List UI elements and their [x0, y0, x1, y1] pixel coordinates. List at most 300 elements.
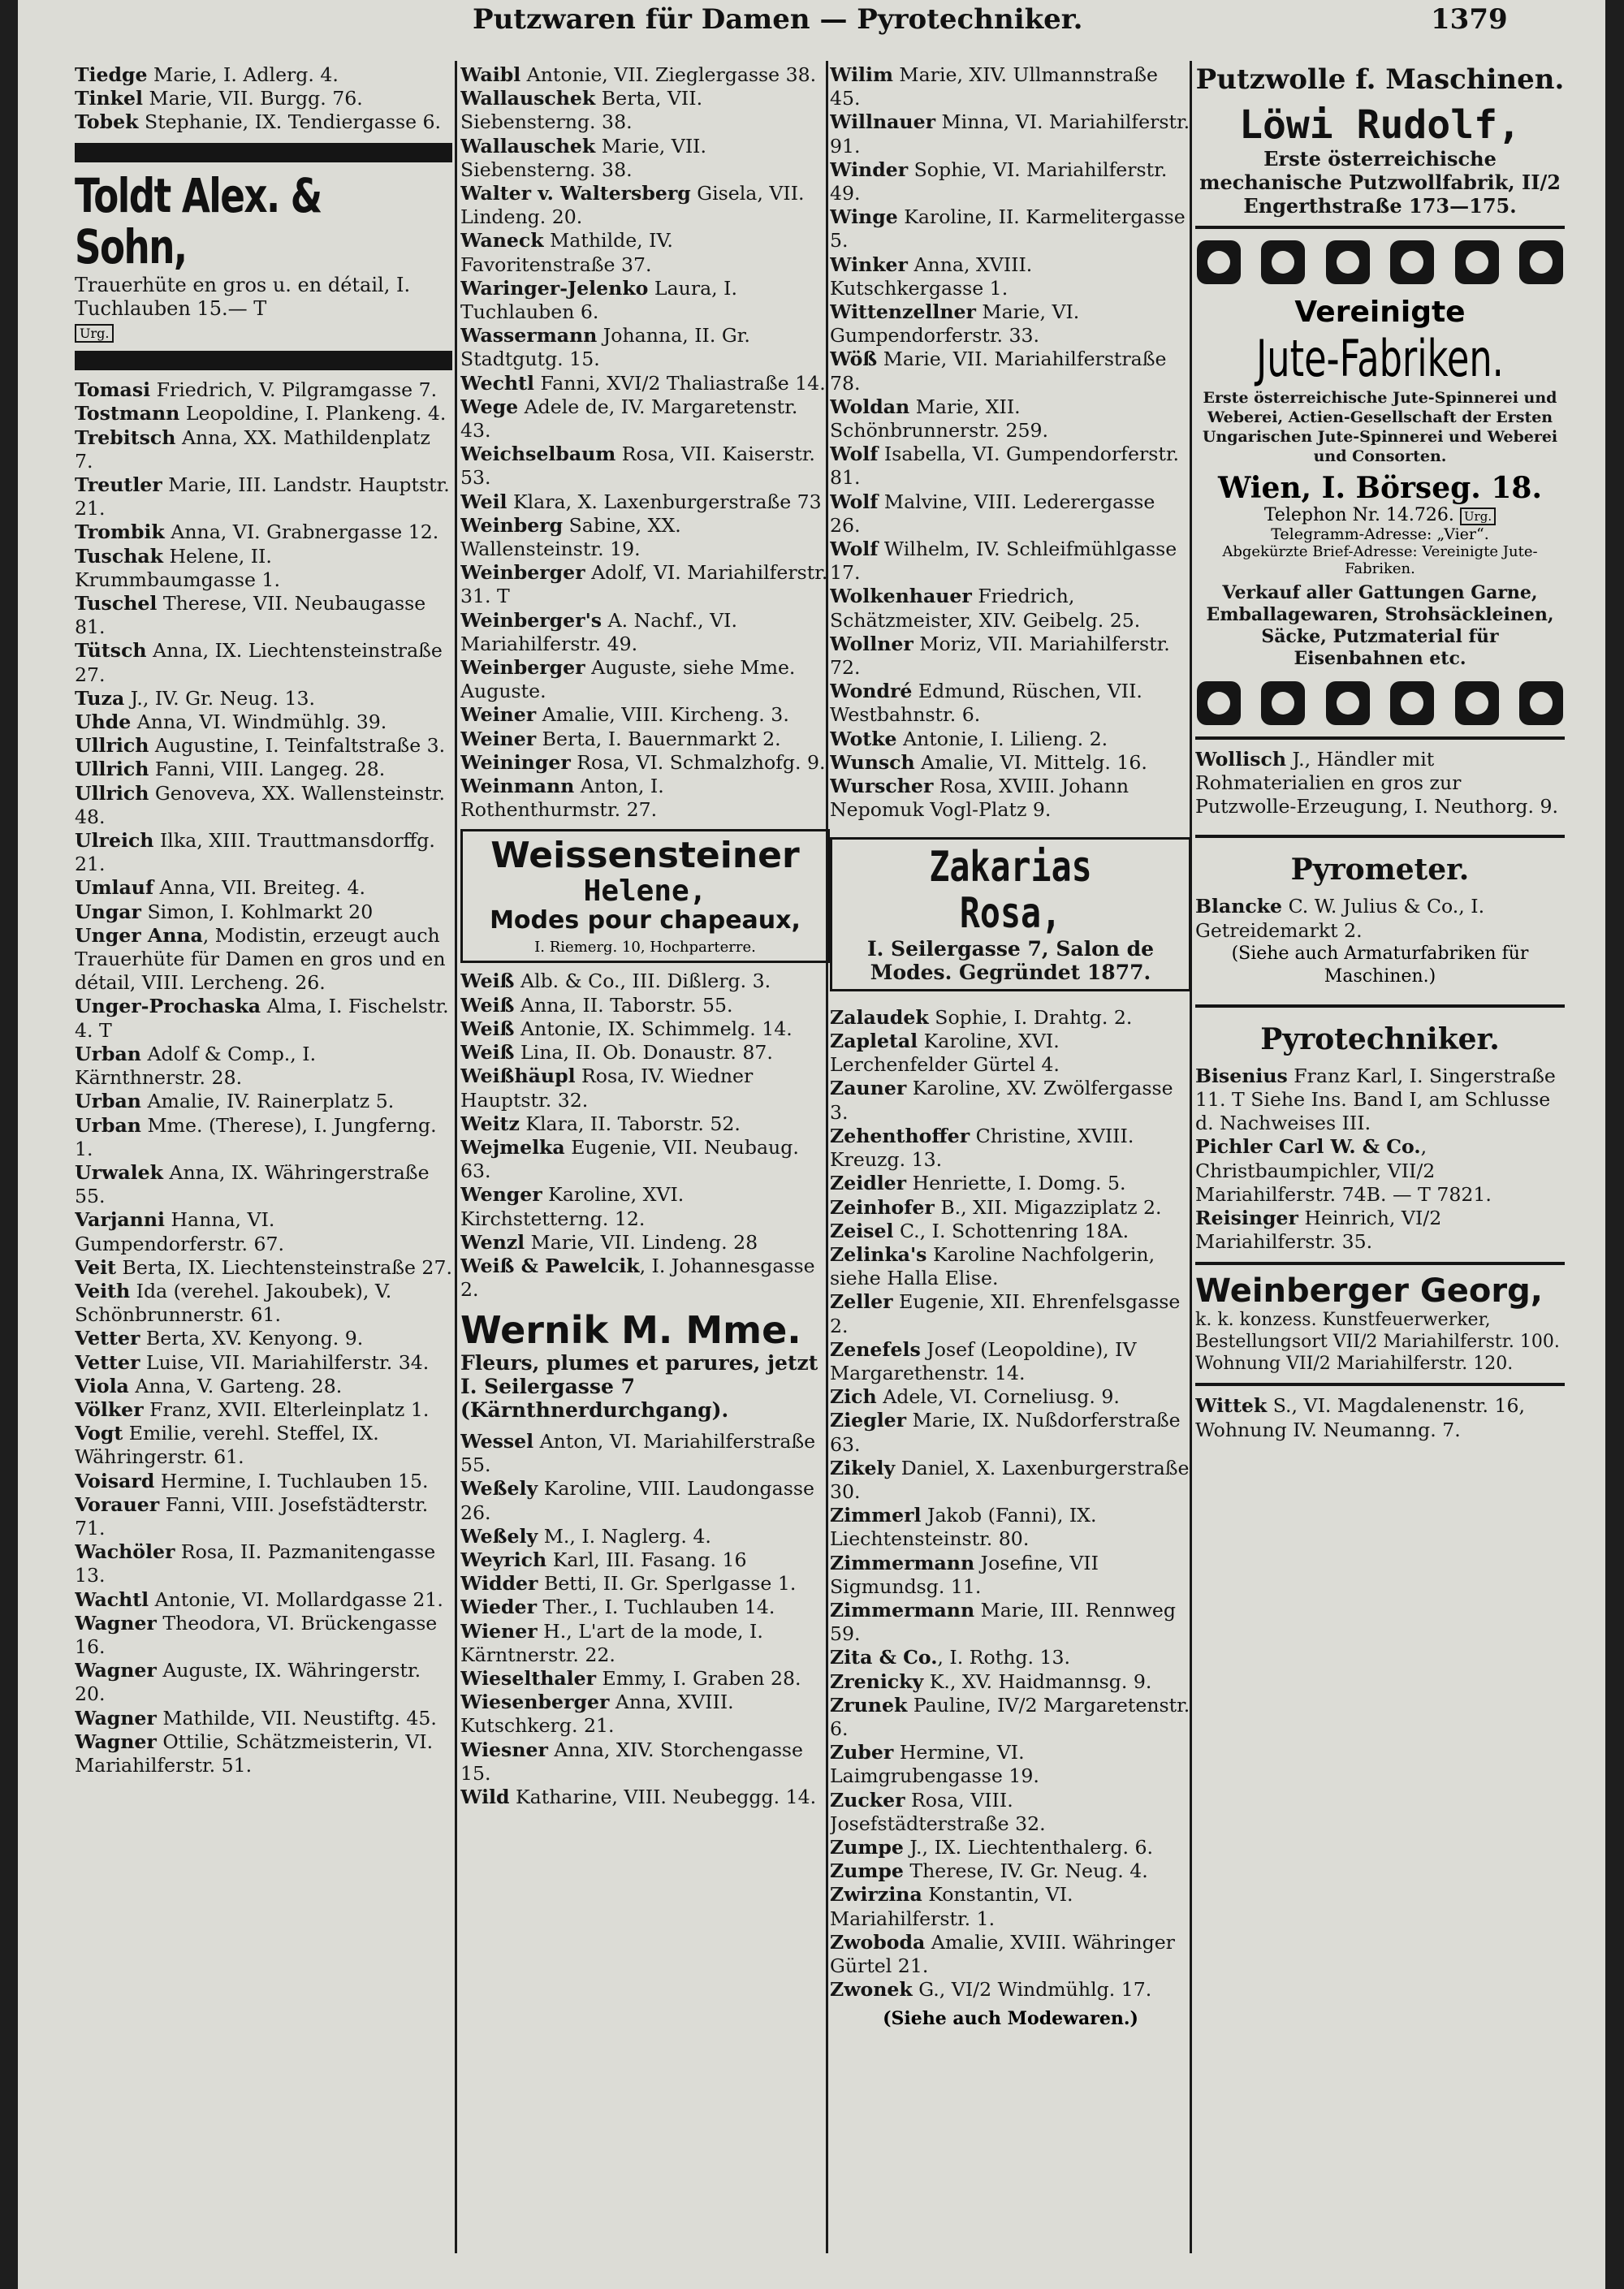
- directory-entry: [830, 728, 1191, 751]
- entry-name: Zapletal: [830, 1030, 918, 1053]
- entry-name: Willnauer: [830, 110, 936, 134]
- directory-entry: [75, 758, 452, 781]
- entry-details: Minna, VI. Mariahilferstr. 91.: [830, 110, 1190, 158]
- directory-entry: [460, 656, 830, 703]
- entry-name: Ullrich: [75, 758, 149, 781]
- entry-details: Moriz, VII. Mariahilferstr. 72.: [830, 632, 1170, 680]
- entry-name: Zauner: [830, 1077, 907, 1100]
- entry-details: Karoline, VIII. Laudongasse 26.: [460, 1477, 814, 1524]
- directory-entry: [75, 829, 452, 876]
- entry-details: Karoline, XVI. Kirchstetterng. 12.: [460, 1183, 685, 1230]
- entry-name: Weininger: [460, 750, 571, 774]
- entry-details: Eugenie, VII. Neubaug. 63.: [460, 1135, 799, 1183]
- ad-jute-phone: Telephon Nr. 14.726.: [1263, 504, 1454, 525]
- directory-entry: [460, 1596, 830, 1619]
- entry-name: Wolf: [830, 538, 879, 561]
- directory-entry: [460, 1041, 830, 1065]
- directory-entry: [830, 1385, 1191, 1409]
- entry-name: Weil: [460, 490, 508, 513]
- entry-details: Edmund, Rüschen, VII. Westbahnstr. 6.: [830, 680, 1142, 727]
- entry-name: Zrenicky: [830, 1669, 924, 1693]
- page-header: [18, 0, 1605, 47]
- directory-entry: [75, 1588, 452, 1612]
- directory-entry: [75, 545, 452, 592]
- entry-details: Johanna, II. Gr. Stadtgutg. 15.: [460, 324, 750, 371]
- entry-name: Wagner: [75, 1659, 157, 1682]
- entry-name: Weinberger's: [460, 608, 603, 632]
- entry-list: [460, 1430, 830, 1809]
- ring-ornament-icon: [1453, 239, 1501, 286]
- directory-entry: [460, 1786, 830, 1809]
- directory-entry: [1195, 1065, 1565, 1136]
- entry-details: Marie, XIV. Ullmannstraße 45.: [830, 63, 1158, 110]
- entry-name: Vorauer: [75, 1492, 160, 1516]
- entry-name: Wallauschek: [460, 134, 596, 158]
- entry-name: Wiesner: [460, 1738, 548, 1761]
- entry-name: Wiesenberger: [460, 1691, 610, 1714]
- directory-entry: [830, 775, 1191, 822]
- directory-entry: [460, 1572, 830, 1596]
- entry-name: Urwalek: [75, 1160, 163, 1184]
- directory-entry: [830, 1836, 1191, 1859]
- ad-jute-line2: Jute-Fabriken.: [1256, 328, 1504, 388]
- ring-ornament-icon: [1259, 680, 1307, 727]
- divider: [1195, 1383, 1565, 1386]
- entry-details: Marie, VII. Burgg. 76.: [143, 87, 363, 110]
- directory-entry: [830, 1457, 1191, 1504]
- directory-entry: [75, 63, 452, 87]
- entry-details: Marie, I. Adlerg. 4.: [147, 63, 339, 86]
- entry-name: Wotke: [830, 727, 897, 750]
- entry-name: Wolkenhauer: [830, 585, 972, 608]
- entry-name: Weiß: [460, 970, 515, 993]
- ad-weissensteiner-sub: Helene,: [583, 874, 707, 908]
- entry-details: Klara, II. Taborstr. 52.: [519, 1112, 741, 1135]
- entry-details: Marie, XII. Schönbrunnerstr. 259.: [830, 395, 1048, 443]
- entry-name: Blancke: [1195, 895, 1283, 918]
- entry-details: G., VI/2 Windmühlg. 17.: [912, 1978, 1152, 2002]
- entry-details: Therese, IV. Gr. Neug. 4.: [903, 1859, 1148, 1883]
- entry-details: Fanni, VIII. Josefstädterstr. 71.: [75, 1492, 429, 1540]
- ring-ornament-icon: [1324, 680, 1371, 727]
- directory-entry: [830, 1883, 1191, 1930]
- ad-jute-line1: Vereinigte: [1294, 295, 1466, 329]
- directory-entry: [75, 1612, 452, 1659]
- directory-entry: [75, 639, 452, 686]
- entry-name: Tobek: [75, 110, 139, 134]
- directory-entry: [460, 324, 830, 371]
- ad-weissensteiner-name: Weissensteiner: [490, 834, 800, 876]
- entry-name: Zeinhofer: [830, 1195, 935, 1219]
- entry-details: Fanni, VIII. Langeg. 28.: [149, 758, 386, 781]
- ad-jute-desc: Erste österreichische Jute-Spinnerei und Weberei, Actien-Gesellschaft der Ersten Ungarischen Jute-Spinnerei und Weberei und Consorten.: [1202, 388, 1558, 465]
- entry-details: Anna, II. Taborstr. 55.: [514, 993, 733, 1017]
- entry-details: Therese, VII. Neubaugasse 81.: [75, 592, 426, 639]
- entry-details: Karl, III. Fasang. 16: [546, 1548, 747, 1571]
- entry-details: Laura, I. Tuchlauben 6.: [460, 276, 737, 324]
- entry-details: Berta, IX. Liechtensteinstraße 27.: [116, 1255, 452, 1279]
- directory-entry: [460, 63, 830, 87]
- directory-entry: [1195, 748, 1565, 819]
- ad-zakarias: [830, 837, 1191, 991]
- entry-name: Völker: [75, 1397, 144, 1421]
- entry-details: Auguste, IX. Währingerstr. 20.: [75, 1659, 421, 1706]
- entry-name: Weinmann: [460, 775, 575, 798]
- entry-name: Zwoboda: [830, 1930, 926, 1954]
- urg-badge: Urg.: [1460, 507, 1496, 525]
- entry-details: Rosa, IV. Wiedner Hauptstr. 32.: [460, 1065, 754, 1112]
- entry-name: Bisenius: [1195, 1064, 1288, 1087]
- directory-entry: [460, 775, 830, 822]
- entry-name: Ungar: [75, 900, 141, 923]
- entry-name: Tinkel: [75, 87, 143, 110]
- entry-name: Tuza: [75, 686, 125, 710]
- directory-entry: [460, 395, 830, 443]
- directory-entry: [460, 1691, 830, 1738]
- entry-details: Karoline, XV. Zwölfergasse 3.: [830, 1077, 1173, 1124]
- entry-name: Varjanni: [75, 1208, 165, 1232]
- directory-entry: [830, 348, 1191, 395]
- entry-name: Urban: [75, 1090, 141, 1113]
- entry-name: Wolf: [830, 490, 879, 513]
- entry-details: Berta, XV. Kenyong. 9.: [140, 1327, 364, 1350]
- section-pyrotechniker: Pyrotechniker.: [1260, 1021, 1500, 1056]
- entry-name: Wallauschek: [460, 87, 596, 110]
- entry-name: Treutler: [75, 473, 162, 497]
- entry-details: Simon, I. Kohlmarkt 20: [140, 900, 374, 923]
- ad-wernik: [460, 1310, 830, 1422]
- entry-details: J., Händler mit Rohmaterialien en gros zur Putzwolle-Erzeugung, I. Neuthorg. 9.: [1195, 747, 1558, 818]
- directory-entry: [830, 1125, 1191, 1172]
- directory-entry: [460, 1548, 830, 1572]
- entry-name: Zikely: [830, 1456, 896, 1479]
- ad-zakarias-text: I. Seilergasse 7, Salon de Modes. Gegründet 1877.: [866, 936, 1155, 984]
- entry-name: Umlauf: [75, 876, 154, 900]
- entry-details: , I. Rothg. 13.: [937, 1646, 1071, 1669]
- directory-entry: [830, 1859, 1191, 1883]
- entry-details: Ilka, XIII. Trauttmansdorffg. 21.: [75, 829, 435, 876]
- directory-entry: [75, 592, 452, 639]
- entry-details: Mathilde, IV. Favoritenstraße 37.: [460, 229, 673, 276]
- entry-details: Adele, VI. Corneliusg. 9.: [876, 1385, 1120, 1409]
- directory-entry: [460, 1017, 830, 1041]
- entry-details: Amalie, VI. Mittelg. 16.: [914, 750, 1147, 774]
- entry-details: Mathilde, VII. Neustiftg. 45.: [156, 1706, 437, 1730]
- entry-details: C., I. Schottenring 18A.: [893, 1219, 1129, 1242]
- directory-entry: [75, 473, 452, 520]
- entry-details: Marie, III. Rennweg 59.: [830, 1598, 1176, 1646]
- entry-details: Anna, XVIII. Kutschkergasse 1.: [830, 253, 1033, 300]
- entry-name: Wagner: [75, 1611, 157, 1635]
- entry-name: Weinberger: [460, 561, 585, 585]
- ad-weissensteiner-address: I. Riemerg. 10, Hochparterre.: [534, 939, 756, 957]
- entry-details: B., XII. Migazziplatz 2.: [934, 1195, 1162, 1219]
- column-2: [460, 63, 830, 2272]
- entry-details: Amalie, VIII. Kircheng. 3.: [536, 703, 789, 727]
- directory-entry: [460, 1136, 830, 1183]
- entry-name: Zeidler: [830, 1172, 907, 1195]
- entry-name: Ziegler: [830, 1409, 907, 1432]
- ad-jute: [1195, 296, 1565, 670]
- ring-ornament-icon: [1518, 680, 1565, 727]
- directory-entry: [75, 1375, 452, 1398]
- entry-name: Woldan: [830, 395, 910, 418]
- entry-details: Hermine, I. Tuchlauben 15.: [154, 1469, 429, 1492]
- entry-details: Anna, VI. Grabnergasse 12.: [164, 520, 439, 544]
- directory-entry: [460, 277, 830, 324]
- ring-ornament-icon: [1389, 680, 1436, 727]
- entry-details: Adolf & Comp., I. Kärnthnerstr. 28.: [75, 1042, 317, 1090]
- entry-name: Walter v. Waltersberg: [460, 182, 691, 205]
- directory-entry: [460, 1525, 830, 1548]
- entry-details: Alb. & Co., III. Dißlerg. 3.: [514, 970, 771, 993]
- entry-name: Zehenthoffer: [830, 1124, 970, 1147]
- directory-entry: [75, 1090, 452, 1113]
- entry-name: Weiner: [460, 703, 537, 727]
- ornament-rings: [1195, 239, 1565, 286]
- directory-entry: [460, 490, 830, 514]
- entry-name: Tomasi: [75, 378, 151, 402]
- entry-name: Reisinger: [1195, 1207, 1298, 1230]
- entry-details: Marie, VII. Mariahilferstraße 78.: [830, 348, 1167, 395]
- entry-details: Stephanie, IX. Tendiergasse 6.: [138, 110, 442, 134]
- entry-details: Hanna, VI. Gumpendorferstr. 67.: [75, 1208, 285, 1255]
- directory-entry: [75, 900, 452, 924]
- entry-name: Wöß: [830, 348, 878, 371]
- directory-entry: [830, 1030, 1191, 1077]
- directory-entry: [460, 1738, 830, 1786]
- entry-name: Weßely: [460, 1477, 538, 1501]
- entry-details: Katharine, VIII. Neubeggg. 14.: [509, 1785, 817, 1808]
- directory-entry: [75, 1422, 452, 1469]
- entry-name: Wurscher: [830, 775, 934, 798]
- directory-entry: [830, 1931, 1191, 1978]
- ad-putzwolle-title: Putzwolle f. Maschinen.: [1195, 63, 1565, 96]
- entry-details: Adele de, IV. Margaretenstr. 43.: [460, 395, 798, 443]
- entry-name: Weißhäupl: [460, 1065, 576, 1088]
- entry-name: Weiß: [460, 1017, 515, 1040]
- entry-name: Wagner: [75, 1706, 157, 1730]
- entry-name: Viola: [75, 1374, 129, 1397]
- ad-toldt-name: Toldt Alex. & Sohn,: [75, 167, 322, 275]
- entry-details: Isabella, VI. Gumpendorferstr. 81.: [830, 443, 1180, 490]
- directory-entry: [830, 395, 1191, 443]
- directory-entry: [460, 182, 830, 229]
- directory-entry: [830, 680, 1191, 727]
- entry-details: Antonie, VI. Mollardgasse 21.: [149, 1587, 443, 1611]
- entry-name: Tuschel: [75, 592, 158, 615]
- entry-name: Wachöler: [75, 1540, 175, 1564]
- directory-entry: [830, 158, 1191, 205]
- entry-details: Karoline Nachfolgerin, siehe Halla Elise.: [830, 1242, 1155, 1290]
- directory-entry: [460, 1065, 830, 1112]
- directory-entry: [460, 728, 830, 751]
- footnote: (Siehe auch Modewaren.): [883, 2008, 1138, 2030]
- directory-entry: [75, 1208, 452, 1255]
- entry-details: Daniel, X. Laxenburgerstraße 30.: [830, 1456, 1190, 1503]
- directory-entry: [460, 1430, 830, 1477]
- ring-ornament-icon: [1324, 239, 1371, 286]
- directory-entry: [830, 253, 1191, 300]
- directory-entry: [75, 1256, 452, 1280]
- directory-entry: [460, 609, 830, 656]
- entry-name: Wild: [460, 1785, 510, 1808]
- entry-details: Emmy, I. Graben 28.: [596, 1666, 801, 1690]
- entry-name: Urban: [75, 1113, 141, 1137]
- entry-name: Weitz: [460, 1112, 520, 1135]
- entry-details: J., IV. Gr. Neug. 13.: [124, 686, 316, 710]
- entry-name: Winder: [830, 158, 909, 181]
- entry-name: Zwonek: [830, 1978, 913, 2002]
- entry-details: Josef (Leopoldine), IV Margarethenstr. 14.: [830, 1337, 1137, 1384]
- entry-list: [75, 378, 452, 1777]
- entry-name: Pichler Carl W. & Co.: [1195, 1135, 1421, 1159]
- entry-name: Tostmann: [75, 402, 180, 425]
- directory-entry: [1195, 1394, 1565, 1441]
- entry-details: H., L'art de la mode, I. Kärntnerstr. 22.: [460, 1619, 763, 1666]
- directory-entry: [75, 1540, 452, 1587]
- entry-details: Adolf, VI. Mariahilferstr. 31. T: [460, 561, 828, 608]
- directory-entry: [75, 1114, 452, 1161]
- ad-jute-sale: Verkauf aller Gattungen Garne, Emballagewaren, Strohsäckleinen, Säcke, Putzmaterial für Eisenbahnen etc.: [1206, 581, 1554, 669]
- entry-name: Wieselthaler: [460, 1666, 597, 1690]
- entry-name: Zeisel: [830, 1219, 894, 1242]
- directory-entry: [830, 1243, 1191, 1290]
- entry-details: Helene, II. Krummbaumgasse 1.: [75, 544, 280, 591]
- directory-entry: [75, 1327, 452, 1350]
- entry-name: Waibl: [460, 63, 521, 86]
- directory-entry: [460, 87, 830, 134]
- column-rule: [455, 61, 457, 2253]
- directory-entry: [75, 520, 452, 544]
- divider-bar: [75, 351, 452, 370]
- entry-details: Betti, II. Gr. Sperlgasse 1.: [538, 1572, 797, 1596]
- directory-entry: [830, 300, 1191, 348]
- entry-details: Marie, VII. Lindeng. 28: [525, 1230, 758, 1254]
- directory-entry: [830, 1409, 1191, 1456]
- directory-entry: [830, 1077, 1191, 1124]
- entry-name: Urban: [75, 1042, 141, 1065]
- entry-name: Wenger: [460, 1183, 542, 1207]
- directory-entry: [75, 1043, 452, 1090]
- entry-details: Anna, XX. Mathildenplatz 7.: [75, 425, 430, 473]
- entry-list: [1195, 1394, 1565, 1441]
- directory-entry: [75, 1707, 452, 1730]
- entry-name: Zwirzina: [830, 1883, 922, 1907]
- entry-name: Wechtl: [460, 371, 534, 395]
- directory-entry: [1195, 1135, 1565, 1207]
- entry-details: J., IX. Liechtenthalerg. 6.: [903, 1835, 1153, 1859]
- entry-list: [830, 63, 1191, 823]
- ad-zakarias-name: Zakarias Rosa,: [929, 842, 1092, 938]
- directory-entry: [75, 378, 452, 402]
- entry-name: Wassermann: [460, 324, 598, 348]
- entry-name: Zenefels: [830, 1337, 921, 1361]
- directory-entry: [830, 1172, 1191, 1195]
- directory-entry: [830, 63, 1191, 110]
- directory-entry: [830, 1978, 1191, 2002]
- entry-name: Unger-Prochaska: [75, 995, 261, 1018]
- entry-list: [460, 63, 830, 823]
- entry-name: Wondré: [830, 680, 913, 703]
- entry-name: Unger Anna: [75, 923, 203, 947]
- directory-entry: [75, 734, 452, 758]
- divider: [1195, 736, 1565, 740]
- directory-entry: [75, 876, 452, 900]
- directory-entry: [75, 402, 452, 425]
- ad-wernik-name: Wernik M. Mme.: [460, 1308, 801, 1353]
- entry-details: Malvine, VIII. Lederergasse 26.: [830, 490, 1155, 537]
- entry-name: Vetter: [75, 1327, 140, 1350]
- entry-details: Rosa, XVIII. Johann Nepomuk Vogl-Platz 9.: [830, 775, 1129, 822]
- directory-entry: [75, 1470, 452, 1493]
- entry-details: Henriette, I. Domg. 5.: [906, 1172, 1126, 1195]
- directory-entry: [830, 1504, 1191, 1551]
- entry-details: Pauline, IV/2 Margaretenstr. 6.: [830, 1693, 1190, 1740]
- entry-name: Weyrich: [460, 1548, 547, 1571]
- entry-name: Ulreich: [75, 829, 154, 853]
- entry-name: Wunsch: [830, 750, 915, 774]
- entry-name: Wenzl: [460, 1230, 525, 1254]
- entry-details: Anna, IX. Währingerstraße 55.: [75, 1160, 430, 1208]
- directory-entry: [460, 229, 830, 276]
- entry-name: Weinberger: [460, 656, 585, 680]
- directory-entry: [830, 205, 1191, 253]
- entry-name: Zimmerl: [830, 1504, 922, 1527]
- entry-details: Ida (verehel. Jakoubek), V. Schönbrunnerstr. 61.: [75, 1279, 392, 1327]
- entry-details: Anna, VII. Breiteg. 4.: [153, 876, 365, 900]
- entry-name: Weichselbaum: [460, 443, 616, 466]
- entry-name: Zita & Co.: [830, 1646, 938, 1669]
- ring-ornament-icon: [1389, 239, 1436, 286]
- urg-badge: Urg.: [75, 324, 114, 343]
- column-4: [1195, 63, 1565, 2272]
- directory-entry: [460, 970, 830, 993]
- running-title: Putzwaren für Damen — Pyrotechniker.: [473, 3, 1083, 36]
- entry-name: Tiedge: [75, 63, 148, 86]
- entry-details: Berta, VII. Siebensterng. 38.: [460, 87, 703, 134]
- entry-name: Ullrich: [75, 734, 149, 758]
- directory-entry: [830, 1670, 1191, 1694]
- entry-name: Zich: [830, 1385, 877, 1409]
- entry-details: Jakob (Fanni), IX. Liechtensteinstr. 80.: [830, 1504, 1097, 1551]
- entry-details: Franz Karl, I. Singerstraße 11. T Siehe Ins. Band I, am Schlusse d. Nachweises III.: [1195, 1064, 1556, 1135]
- directory-entry: [460, 1667, 830, 1691]
- ad-wernik-text: Fleurs, plumes et parures, jetzt I. Seilergasse 7 (Kärnthnerdurchgang).: [460, 1350, 818, 1422]
- entry-details: Karoline, XVI. Lerchenfelder Gürtel 4.: [830, 1030, 1060, 1077]
- directory-entry: [830, 538, 1191, 585]
- entry-details: S., VI. Magdalenenstr. 16, Wohnung IV. Neumanng. 7.: [1195, 1394, 1526, 1441]
- entry-details: , Christbaumpichler, VII/2 Mariahilferstr. 74B. — T 7821.: [1195, 1135, 1492, 1206]
- directory-entry: [460, 1183, 830, 1230]
- directory-entry: [1195, 895, 1565, 942]
- entry-details: Mme. (Therese), I. Jungferng. 1.: [75, 1113, 437, 1160]
- directory-entry: [830, 1290, 1191, 1337]
- entry-details: Friedrich, V. Pilgramgasse 7.: [150, 378, 438, 402]
- directory-entry: [460, 1255, 830, 1302]
- entry-details: Emilie, verehl. Steffel, IX. Währingerstr. 61.: [75, 1422, 379, 1469]
- entry-details: Antonie, IX. Schimmelg. 14.: [514, 1017, 793, 1040]
- ad-loewi-name: Löwi Rudolf,: [1239, 102, 1521, 148]
- entry-details: Rosa, VI. Schmalzhofg. 9.: [570, 750, 826, 774]
- entry-list: [460, 970, 830, 1302]
- entry-details: Gisela, VII. Lindeng. 20.: [460, 182, 805, 229]
- entry-name: Zuber: [830, 1741, 894, 1764]
- entry-name: Zalaudek: [830, 1005, 929, 1029]
- entry-list: [830, 1006, 1191, 2002]
- directory-entry: [830, 1552, 1191, 1599]
- entry-details: Antonie, I. Lilieng. 2.: [896, 727, 1108, 750]
